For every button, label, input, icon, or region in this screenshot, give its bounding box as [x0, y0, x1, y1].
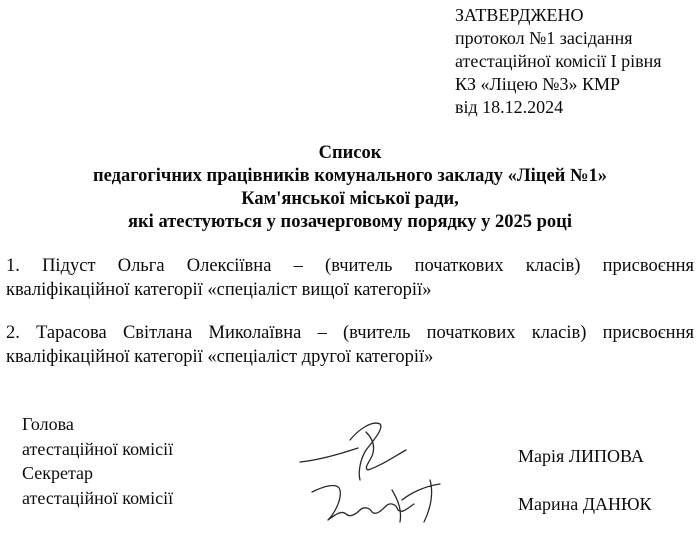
- chair-role: Голова: [22, 414, 74, 434]
- chair-name: Марія ЛИПОВА: [518, 446, 644, 466]
- approval-protocol: протокол №1 засідання: [455, 28, 633, 48]
- heading-subtitle-1: педагогічних працівників комунального закладу «Ліцей №1»: [92, 166, 608, 186]
- list-item: [6, 254, 694, 302]
- approval-institution: КЗ «Ліцею №3» КМР: [455, 74, 620, 94]
- approval-date: від 18.12.2024: [455, 97, 564, 117]
- approval-stamp-block: [455, 4, 662, 119]
- list-item: [6, 321, 694, 369]
- secretary-name: Марина ДАНЮК: [518, 494, 652, 514]
- list-item-line-1: 1. Підуст Ольга Олексіївна – (вчитель початкових класів) присвоєння: [6, 256, 694, 276]
- heading-subtitle-3: які атестуються у позачерговому порядку у 2025 році: [128, 212, 572, 232]
- list-item-line-1: 2. Тарасова Світлана Миколаївна – (вчитель початкових класів) присвоєння: [6, 323, 694, 343]
- list-item-line-2: кваліфікаційної категорії «спеціаліст вищої категорії»: [6, 280, 432, 300]
- heading-subtitle-2: Кам'янської міської ради,: [241, 189, 459, 209]
- chair-role-commission: атестаційної комісії: [22, 438, 174, 459]
- secretary-signature: [312, 480, 440, 522]
- secretary-role: Секретар: [22, 463, 94, 483]
- approval-title: ЗАТВЕРДЖЕНО: [455, 5, 584, 25]
- secretary-role-commission: атестаційної комісії: [22, 487, 174, 508]
- chair-signature: [300, 423, 406, 480]
- list-item-line-2: кваліфікаційної категорії «спеціаліст другої категорії»: [6, 347, 434, 367]
- document-heading: [0, 142, 700, 234]
- signature-roles: [22, 412, 173, 510]
- heading-title: Список: [318, 143, 382, 163]
- handwritten-signatures: [280, 410, 470, 543]
- approval-commission: атестаційної комісії І рівня: [455, 51, 662, 71]
